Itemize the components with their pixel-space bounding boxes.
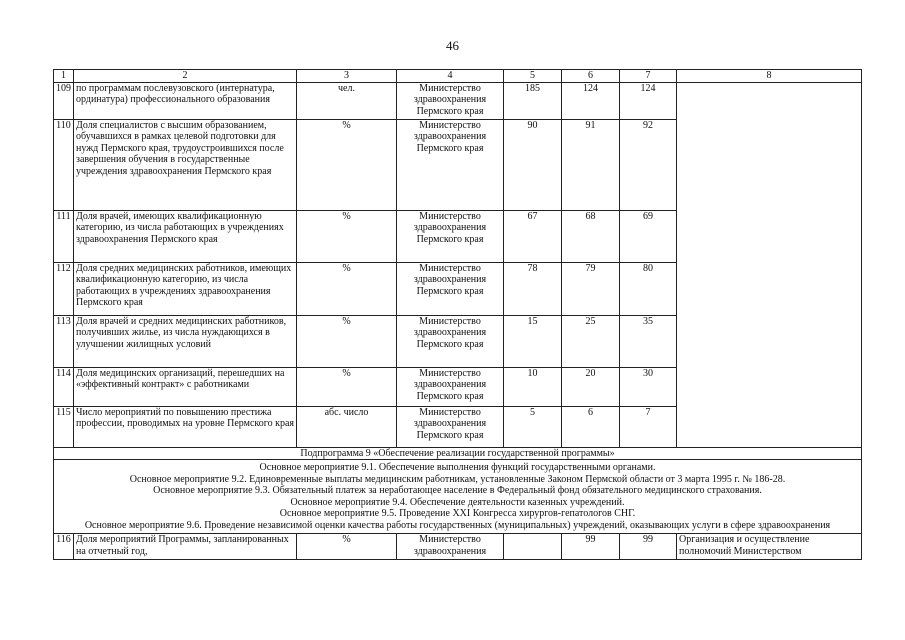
value-cell: 79 [562,262,620,315]
page-number: 46 [446,38,459,53]
indicator-name: Доля врачей и средних медицинских работников, получивших жилье, из числа нуждающихся в улучшении жилищных условий [74,315,297,367]
indicator-name: Доля средних медицинских работников, имеющих квалификационную категорию, из числа работающих в учреждениях здравоохранения Пермского края [74,262,297,315]
indicator-name: Доля мероприятий Программы, запланированных на отчетный год, [74,534,297,560]
unit-cell: % [297,119,397,210]
unit-cell: % [297,315,397,367]
value-cell: 10 [504,367,562,406]
value-cell: 5 [504,406,562,447]
subprogram-title: Подпрограмма 9 «Обеспечение реализации государственной программы» [54,447,862,460]
unit-cell: % [297,262,397,315]
header-cell: 5 [504,70,562,83]
header-cell: 3 [297,70,397,83]
measures-row [54,460,862,534]
value-cell: 7 [620,406,677,447]
indicator-name: Доля медицинских организаций, перешедших на «эффективный контракт» с работниками [74,367,297,406]
responsible-cell: Министерство здравоохранения Пермского края [397,119,504,210]
measures-cell [54,460,862,534]
value-cell [504,534,562,560]
responsible-cell: Министерство здравоохранения Пермского края [397,210,504,262]
row-number: 113 [54,315,74,367]
value-cell: 90 [504,119,562,210]
table-row [54,534,862,560]
table-header-row [54,70,862,83]
header-cell: 7 [620,70,677,83]
header-cell: 6 [562,70,620,83]
indicators-table [53,69,862,560]
indicator-name: Доля специалистов с высшим образованием, обучавшихся в рамках целевой подготовки для нужд Пермского края, трудоустроившихся после завершения обучения в государственные учреждения здравоохранения Пермского края [74,119,297,210]
value-cell: 30 [620,367,677,406]
value-cell: 6 [562,406,620,447]
row-number: 110 [54,119,74,210]
row-number: 111 [54,210,74,262]
notes-cell [677,82,862,447]
responsible-cell: Министерство здравоохранения Пермского края [397,82,504,119]
header-cell: 1 [54,70,74,83]
row-number: 114 [54,367,74,406]
value-cell: 68 [562,210,620,262]
measure-line: Основное мероприятие 9.6. Проведение независимой оценки качества работы государственных (муниципальных) учреждений, оказывающих услуги в сфере здравоохранения [84,519,831,531]
value-cell: 78 [504,262,562,315]
unit-cell: % [297,210,397,262]
value-cell: 80 [620,262,677,315]
indicator-name: Доля врачей, имеющих квалификационную категорию, из числа работающих в учреждениях здравоохранения Пермского края [74,210,297,262]
value-cell: 91 [562,119,620,210]
measure-line: Основное мероприятие 9.3. Обязательный платеж за неработающее население в Федеральный фонд обязательного медицинского страхования. [153,485,762,496]
unit-cell: чел. [297,82,397,119]
measure-line: Основное мероприятие 9.4. Обеспечение деятельности казенных учреждений. [290,496,625,508]
value-cell: 20 [562,367,620,406]
measure-line: Основное мероприятие 9.2. Единовременные выплаты медицинским работникам, установленные Законом Пермской области от 3 марта 1995 г. № 186-28. [129,473,786,485]
header-cell: 4 [397,70,504,83]
value-cell: 124 [562,82,620,119]
row-number: 116 [54,534,74,560]
indicator-name: Число мероприятий по повышению престижа профессии, проводимых на уровне Пермского края [74,406,297,447]
measure-line: Основное мероприятие 9.1. Обеспечение выполнения функций государственными органами. [259,462,656,473]
value-cell: 25 [562,315,620,367]
responsible-cell: Министерство здравоохранения Пермского края [397,262,504,315]
value-cell: 67 [504,210,562,262]
value-cell: 124 [620,82,677,119]
responsible-cell: Министерство здравоохранения Пермского края [397,315,504,367]
value-cell: 15 [504,315,562,367]
row-number: 109 [54,82,74,119]
measure-line: Основное мероприятие 9.5. Проведение XXI Конгресса хирургов-гепатологов СНГ. [279,508,636,519]
unit-cell: % [297,367,397,406]
responsible-cell: Министерство здравоохранения [397,534,504,560]
responsible-cell: Министерство здравоохранения Пермского края [397,367,504,406]
value-cell: 92 [620,119,677,210]
indicator-name: по программам послевузовского (интернатура, ординатура) профессионального образования [74,82,297,119]
value-cell: 69 [620,210,677,262]
value-cell: 99 [620,534,677,560]
unit-cell: абс. число [297,406,397,447]
value-cell: 99 [562,534,620,560]
responsible-cell: Министерство здравоохранения Пермского края [397,406,504,447]
table-row [54,82,862,119]
notes-cell: Организация и осуществление полномочий Министерством [677,534,862,560]
header-cell: 8 [677,70,862,83]
header-cell: 2 [74,70,297,83]
subprogram-row [54,447,862,460]
row-number: 112 [54,262,74,315]
row-number: 115 [54,406,74,447]
value-cell: 185 [504,82,562,119]
unit-cell: % [297,534,397,560]
value-cell: 35 [620,315,677,367]
